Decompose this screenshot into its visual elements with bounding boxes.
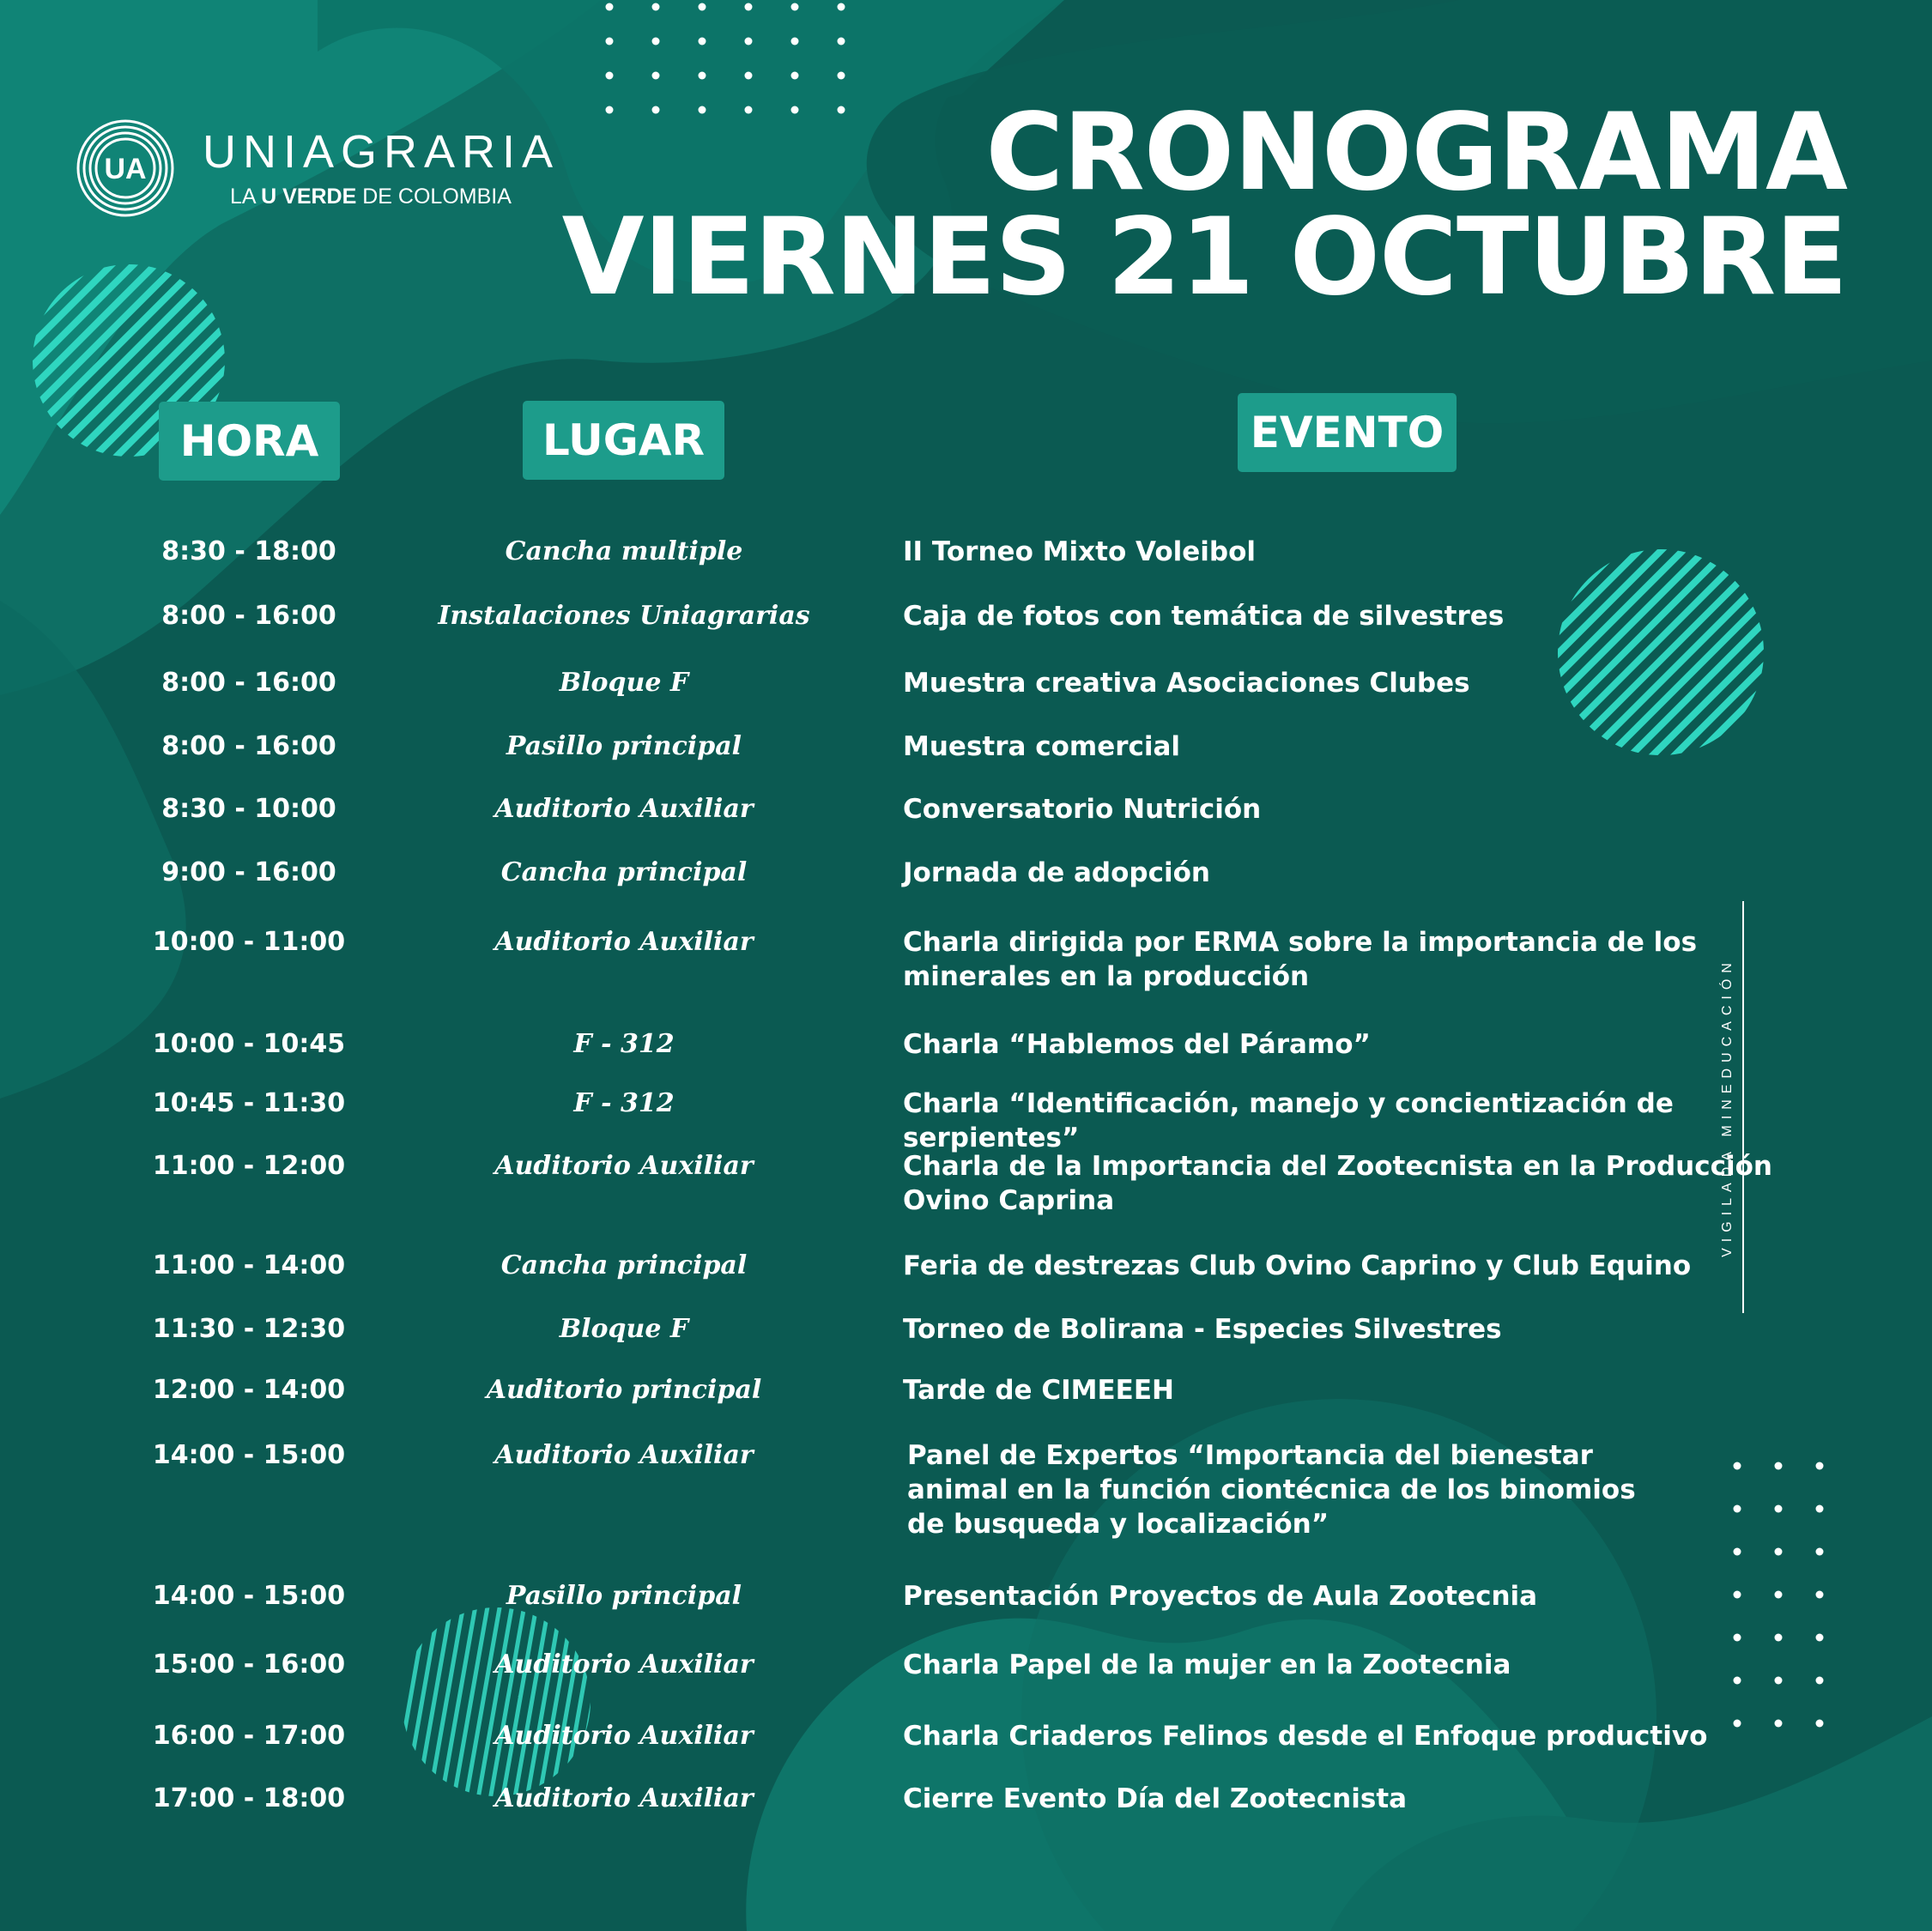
brand-tagline: LA U VERDE DE COLOMBIA <box>230 185 512 209</box>
header-hora: HORA <box>159 402 340 481</box>
event-cell: Charla “Hablemos del Páramo” <box>903 1029 1371 1060</box>
time-cell: 15:00 - 16:00 <box>152 1650 346 1680</box>
place-cell: Cancha principal <box>500 1250 748 1280</box>
brand-name: UNIAGRARIA <box>203 126 560 178</box>
time-cell: 14:00 - 15:00 <box>152 1581 346 1611</box>
event-cell: Feria de destrezas Club Ovino Caprino y Club Equino <box>903 1250 1692 1281</box>
place-cell: Auditorio Auxiliar <box>494 1721 754 1751</box>
event-cell: Charla Criaderos Felinos desde el Enfoque productivo <box>903 1721 1708 1752</box>
page-title: CRONOGRAMA <box>985 91 1847 215</box>
time-cell: 8:30 - 10:00 <box>161 794 336 824</box>
brand-logo <box>76 118 560 230</box>
event-cell: Torneo de Bolirana - Especies Silvestres <box>903 1314 1502 1345</box>
time-cell: 10:00 - 10:45 <box>152 1029 346 1059</box>
event-cell: Charla “Identificación, manejo y concientización de serpientes” <box>903 1088 1674 1153</box>
time-cell: 17:00 - 18:00 <box>152 1783 346 1813</box>
schedule-row <box>0 599 1932 632</box>
schedule-row <box>0 535 1932 567</box>
page-subtitle-date: VIERNES 21 OCTUBRE <box>561 196 1847 319</box>
time-cell: 14:00 - 15:00 <box>152 1440 346 1470</box>
time-cell: 12:00 - 14:00 <box>152 1375 346 1405</box>
schedule-row <box>0 1648 1932 1680</box>
schedule-row <box>0 666 1932 699</box>
place-cell: Instalaciones Uniagrarias <box>438 601 810 631</box>
schedule-row <box>0 925 1932 992</box>
time-cell: 8:30 - 18:00 <box>161 536 336 566</box>
ua-seal-icon <box>76 118 175 218</box>
schedule-row <box>0 1579 1932 1612</box>
schedule-row <box>0 1782 1932 1814</box>
time-cell: 16:00 - 17:00 <box>152 1721 346 1751</box>
schedule-row <box>0 1719 1932 1752</box>
place-cell: Auditorio Auxiliar <box>494 927 754 957</box>
place-cell: Pasillo principal <box>506 731 742 761</box>
time-cell: 9:00 - 16:00 <box>161 857 336 887</box>
event-cell: Conversatorio Nutrición <box>903 794 1262 825</box>
time-cell: 11:00 - 12:00 <box>152 1151 346 1181</box>
place-cell: Auditorio Auxiliar <box>494 794 754 824</box>
schedule-row <box>0 1438 1932 1540</box>
vigilada-mineducacion-label: VIGILADA MINEDUCACIÓN <box>1717 901 1744 1313</box>
event-cell: Charla de la Importancia del Zootecnista en la Producción Ovino Caprina <box>903 1151 1772 1216</box>
place-cell: Pasillo principal <box>506 1581 742 1611</box>
svg-text:UA: UA <box>104 153 147 185</box>
time-cell: 11:00 - 14:00 <box>152 1250 346 1280</box>
time-cell: 10:45 - 11:30 <box>152 1088 346 1118</box>
schedule-row <box>0 729 1932 762</box>
event-cell: Caja de fotos con temática de silvestres <box>903 601 1505 632</box>
schedule-row <box>0 1249 1932 1281</box>
place-cell: Bloque F <box>559 668 689 698</box>
schedule-row <box>0 792 1932 825</box>
place-cell: Cancha principal <box>500 857 748 887</box>
event-cell: Panel de Expertos “Importancia del bienestar animal en la función ciontécnica de los binomios de busqueda y localización” <box>907 1440 1636 1540</box>
place-cell: Auditorio Auxiliar <box>494 1151 754 1181</box>
schedule-row <box>0 1149 1932 1216</box>
event-cell: Charla dirigida por ERMA sobre la importancia de los minerales en la producción <box>903 927 1698 992</box>
time-cell: 11:30 - 12:30 <box>152 1314 346 1344</box>
event-cell: Presentación Proyectos de Aula Zootecnia <box>903 1581 1538 1612</box>
place-cell: Bloque F <box>559 1314 689 1344</box>
schedule-row <box>0 1312 1932 1345</box>
event-cell: Charla Papel de la mujer en la Zootecnia <box>903 1650 1511 1680</box>
place-cell: Auditorio Auxiliar <box>494 1783 754 1813</box>
header-lugar: LUGAR <box>523 401 724 480</box>
time-cell: 8:00 - 16:00 <box>161 668 336 698</box>
time-cell: 10:00 - 11:00 <box>152 927 346 957</box>
time-cell: 8:00 - 16:00 <box>161 601 336 631</box>
place-cell: F - 312 <box>573 1088 675 1118</box>
schedule-row <box>0 1373 1932 1406</box>
schedule-row <box>0 856 1932 888</box>
place-cell: Auditorio Auxiliar <box>494 1650 754 1680</box>
event-cell: Jornada de adopción <box>903 857 1210 888</box>
event-cell: Muestra creativa Asociaciones Clubes <box>903 668 1470 699</box>
header-evento: EVENTO <box>1238 393 1457 472</box>
event-cell: II Torneo Mixto Voleibol <box>903 536 1257 567</box>
place-cell: Cancha multiple <box>505 536 743 566</box>
place-cell: F - 312 <box>573 1029 675 1059</box>
event-cell: Cierre Evento Día del Zootecnista <box>903 1783 1408 1814</box>
time-cell: 8:00 - 16:00 <box>161 731 336 761</box>
place-cell: Auditorio Auxiliar <box>494 1440 754 1470</box>
event-cell: Tarde de CIMEEEH <box>903 1375 1174 1406</box>
event-cell: Muestra comercial <box>903 731 1181 762</box>
place-cell: Auditorio principal <box>486 1375 762 1405</box>
schedule-row <box>0 1027 1932 1060</box>
